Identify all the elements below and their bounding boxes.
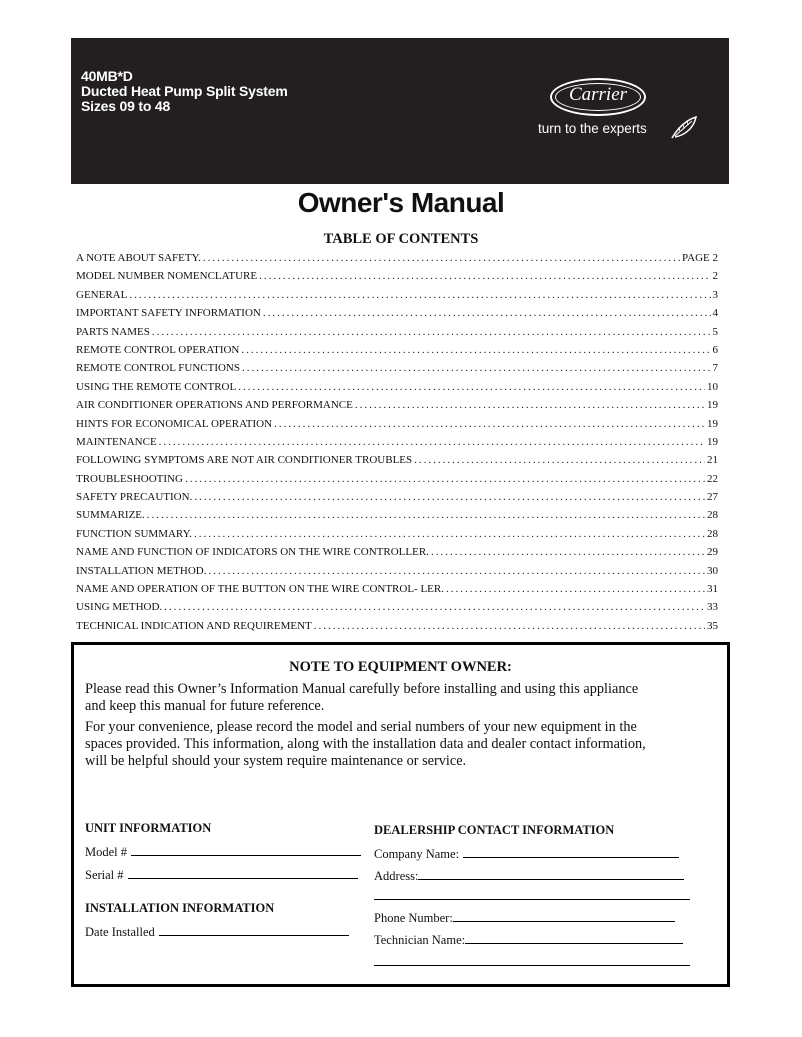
toc-leader: [152, 326, 711, 338]
toc-leader: [147, 509, 705, 521]
toc-label: MAINTENANCE: [76, 435, 157, 448]
note-paragraph-2: [85, 719, 715, 770]
toc-leader: [241, 344, 710, 356]
toc-row: [76, 565, 718, 583]
toc-row: [76, 583, 718, 601]
toc-row: [76, 270, 718, 288]
toc-row: [76, 454, 718, 472]
note-line: Please read this Owner’s Information Manual carefully before installing and using this appliance: [85, 681, 639, 697]
company-name-label: Company Name:: [374, 847, 460, 861]
toc-leader: [314, 620, 705, 632]
toc-row: [76, 381, 718, 399]
logo-tagline: turn to the experts: [538, 121, 647, 136]
toc-row: [76, 344, 718, 362]
toc-page: 21: [707, 454, 718, 467]
toc-page: 35: [707, 619, 718, 632]
toc-label: FOLLOWING SYMPTOMS ARE NOT AIR CONDITIONER TROUBLES: [76, 454, 413, 467]
toc-page: 10: [707, 380, 718, 393]
toc-page: 3: [712, 288, 718, 301]
toc-label: IMPORTANT SAFETY INFORMATION: [76, 307, 261, 320]
toc-label: REMOTE CONTROL OPERATION: [76, 343, 240, 356]
toc-row: [76, 399, 718, 417]
model-number-label: Model #: [85, 845, 128, 859]
carrier-logo: [538, 76, 698, 146]
toc-leader: [263, 307, 711, 319]
note-line: and keep this manual for future reference.: [85, 698, 325, 714]
toc-label: HINTS FOR ECONOMICAL OPERATION: [76, 417, 273, 430]
toc-page: PAGE 2: [682, 252, 718, 264]
toc-label: TECHNICAL INDICATION AND REQUIREMENT: [76, 619, 312, 632]
date-installed-label: Date Installed: [85, 925, 155, 939]
toc-row: [76, 509, 718, 527]
toc-leader: [194, 528, 705, 540]
toc-label: INSTALLATION METHOD.: [76, 564, 207, 577]
toc-leader: [129, 289, 710, 301]
toc-page: 19: [707, 435, 718, 448]
serial-number-label: Serial #: [85, 868, 124, 882]
toc-label: SAFETY PRECAUTION.: [76, 491, 193, 504]
toc-leader: [431, 546, 705, 558]
product-line: Ducted Heat Pump Split System: [81, 83, 288, 99]
toc-page: 19: [707, 399, 718, 412]
company-name-field[interactable]: [374, 845, 679, 862]
phone-number-label: Phone Number:: [374, 911, 453, 925]
toc-label: USING METHOD.: [76, 601, 163, 614]
toc-page: 5: [712, 325, 718, 338]
toc-row: [76, 620, 718, 638]
address-line-2[interactable]: [374, 899, 690, 900]
toc-page: 22: [707, 472, 718, 485]
toc-label: FUNCTION SUMMARY.: [76, 527, 192, 540]
sizes-line: Sizes 09 to 48: [81, 98, 171, 114]
model-number-line[interactable]: [131, 843, 361, 856]
phone-number-field[interactable]: [374, 909, 675, 926]
installation-information-heading: INSTALLATION INFORMATION: [85, 901, 275, 915]
dealership-contact-heading: DEALERSHIP CONTACT INFORMATION: [374, 823, 615, 837]
toc-label: PARTS NAMES: [76, 325, 150, 338]
extra-contact-line[interactable]: [374, 965, 690, 966]
owner-note-box: [71, 642, 730, 987]
toc-page: 7: [712, 362, 718, 375]
toc-row: [76, 326, 718, 344]
address-label: Address:: [374, 869, 419, 883]
toc-label: MODEL NUMBER NOMENCLATURE: [76, 270, 258, 283]
toc-page: 27: [707, 491, 718, 504]
logo-wordmark: Carrier: [568, 84, 628, 105]
toc-leader: [274, 418, 705, 430]
note-line: For your convenience, please record the model and serial numbers of your new equipment in the: [85, 719, 637, 735]
toc-label: SUMMARIZE.: [76, 509, 145, 522]
technician-name-label: Technician Name:: [374, 933, 466, 947]
toc-heading: TABLE OF CONTENTS: [323, 231, 479, 247]
toc-label: NAME AND OPERATION OF THE BUTTON ON THE WIRE CONTROL- LER.: [76, 583, 444, 596]
toc-row: [76, 546, 718, 564]
toc-leader: [355, 399, 705, 411]
phone-number-line[interactable]: [453, 909, 675, 922]
toc-leader: [238, 381, 705, 393]
toc-page: 28: [707, 527, 718, 540]
toc-row: [76, 528, 718, 546]
company-name-line[interactable]: [463, 845, 679, 858]
page-title: Owner's Manual: [297, 187, 505, 218]
toc-leader: [209, 565, 706, 577]
toc-label: TROUBLESHOOTING: [76, 472, 183, 485]
date-installed-field[interactable]: [85, 923, 349, 940]
product-title-block: [81, 69, 288, 114]
toc-leader: [194, 491, 705, 503]
toc-leader: [414, 454, 705, 466]
toc-row: [76, 289, 718, 307]
toc-row: [76, 362, 718, 380]
toc-page: 19: [707, 417, 718, 430]
toc-page: 6: [712, 343, 718, 356]
toc-row: [76, 491, 718, 509]
toc-leader: [259, 270, 710, 282]
table-of-contents: [76, 252, 718, 638]
toc-page: 31: [707, 583, 718, 596]
toc-leader: [159, 436, 705, 448]
toc-leader: [446, 583, 705, 595]
model-number-field[interactable]: [85, 843, 361, 860]
toc-label: NAME AND FUNCTION OF INDICATORS ON THE WIRE CONTROLLER.: [76, 546, 429, 559]
toc-label: A NOTE ABOUT SAFETY.: [76, 252, 201, 264]
toc-row: [76, 436, 718, 454]
note-line: will be helpful should your system require maintenance or service.: [85, 753, 467, 769]
toc-row: [76, 601, 718, 619]
toc-page: 2: [712, 270, 718, 283]
unit-information-heading: UNIT INFORMATION: [85, 821, 212, 835]
toc-label: AIR CONDITIONER OPERATIONS AND PERFORMANCE: [76, 399, 353, 412]
technician-name-line[interactable]: [465, 931, 683, 944]
date-installed-line[interactable]: [159, 923, 349, 936]
toc-leader: [164, 601, 705, 613]
serial-number-line[interactable]: [128, 866, 358, 879]
toc-leader: [203, 252, 680, 264]
leaf-icon: [670, 114, 698, 142]
toc-label: REMOTE CONTROL FUNCTIONS: [76, 362, 240, 375]
toc-page: 29: [707, 546, 718, 559]
technician-name-field[interactable]: [374, 931, 683, 948]
note-paragraph-1: [85, 681, 715, 715]
address-field[interactable]: [374, 867, 684, 884]
toc-row: [76, 252, 718, 270]
toc-row: [76, 418, 718, 436]
serial-number-field[interactable]: [85, 866, 358, 883]
toc-label: GENERAL: [76, 288, 128, 301]
model-line: 40MB*D: [81, 68, 133, 84]
toc-page: 33: [707, 601, 718, 614]
toc-leader: [242, 362, 711, 374]
note-title: NOTE TO EQUIPMENT OWNER:: [289, 659, 512, 675]
toc-page: 4: [712, 307, 718, 320]
toc-row: [76, 473, 718, 491]
toc-page: 30: [707, 564, 718, 577]
toc-leader: [185, 473, 705, 485]
address-line[interactable]: [418, 867, 684, 880]
note-line: spaces provided. This information, along with the installation data and dealer contact information,: [85, 736, 646, 752]
toc-label: USING THE REMOTE CONTROL: [76, 380, 237, 393]
header-banner: [71, 38, 729, 184]
toc-page: 28: [707, 509, 718, 522]
toc-row: [76, 307, 718, 325]
